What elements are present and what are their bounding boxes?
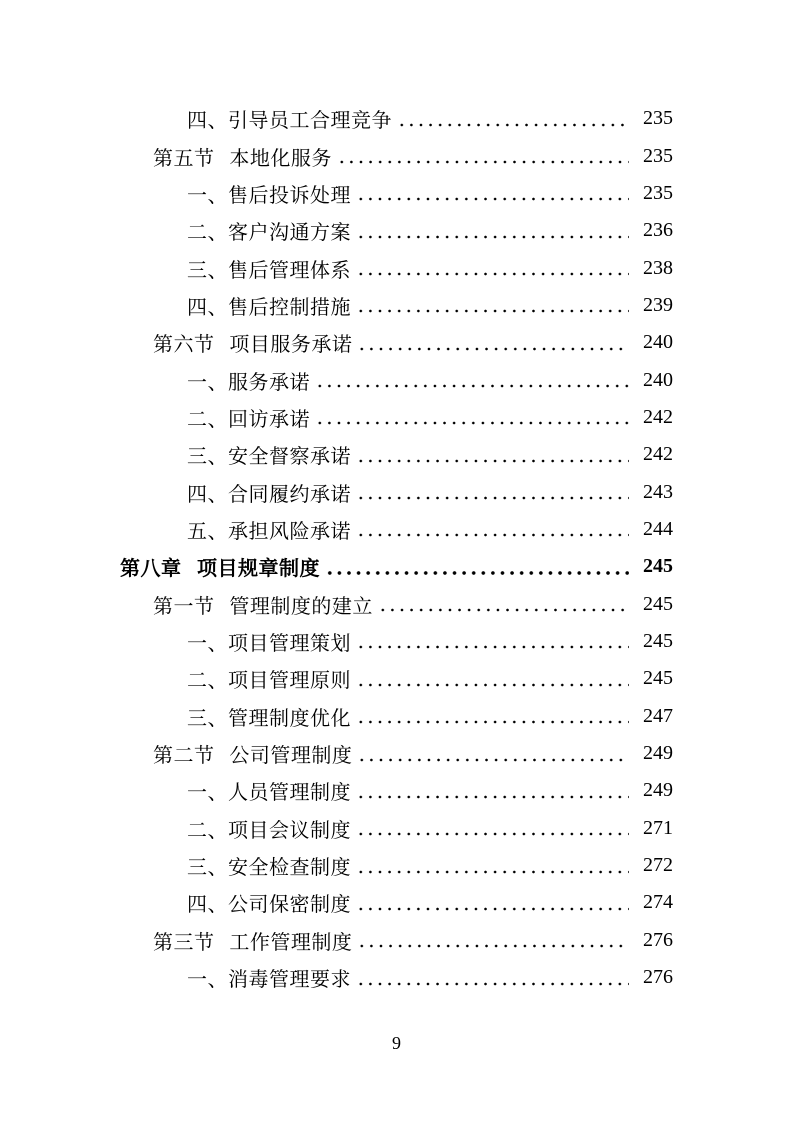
toc-entry-title: 第二节 公司管理制度 [153,743,353,768]
toc-item-entry [0,959,793,996]
toc-item-entry [0,473,793,510]
toc-entry-page-number: 235 [643,107,673,130]
dot-leader [378,594,629,614]
toc-entry-title: 第一节 管理制度的建立 [153,593,373,618]
toc-item-entry [0,361,793,398]
dot-leader [356,519,629,539]
toc-entry-title: 四、公司保密制度 [187,892,351,917]
toc-entry-page-number: 245 [643,555,673,578]
dot-leader [356,295,629,315]
toc-entry-page-number: 245 [643,592,673,615]
dot-leader [356,706,629,726]
toc-entry-title: 五、承担风险承诺 [187,518,351,543]
toc-entry-title: 第五节 本地化服务 [153,145,332,170]
dot-leader [356,221,629,241]
toc-entry-page-number: 239 [643,293,673,316]
dot-leader [356,968,629,988]
toc-entry-title: 二、客户沟通方案 [187,220,351,245]
toc-item-entry [0,623,793,660]
toc-entry-page-number: 249 [643,779,673,802]
toc-entry-page-number: 240 [643,368,673,391]
dot-leader [337,146,629,166]
toc-entry-title: 一、服务承诺 [187,369,310,394]
dot-leader [356,781,629,801]
dot-leader [397,109,629,129]
dot-leader [315,407,629,427]
toc-entry-page-number: 243 [643,480,673,503]
toc-entry-title: 一、售后投诉处理 [187,182,351,207]
toc-item-entry [0,660,793,697]
toc-entry-title: 四、合同履约承诺 [187,481,351,506]
dot-leader [356,818,629,838]
toc-item-entry [0,847,793,884]
toc-section-entry [0,324,793,361]
toc-item-entry [0,810,793,847]
toc-entry-title: 一、项目管理策划 [187,630,351,655]
toc-section-entry [0,922,793,959]
dot-leader [357,930,629,950]
toc-entry-title: 三、安全督察承诺 [187,444,351,469]
toc-item-entry [0,772,793,809]
toc-entry-page-number: 236 [643,219,673,242]
toc-item-entry [0,399,793,436]
toc-entry-page-number: 242 [643,405,673,428]
toc-entry-title: 一、消毒管理要求 [187,967,351,992]
toc-entry-page-number: 274 [643,891,673,914]
toc-item-entry [0,511,793,548]
dot-leader [356,183,629,203]
dot-leader [356,631,629,651]
toc-entry-title: 第三节 工作管理制度 [153,929,353,954]
dot-leader [356,856,629,876]
toc-entry-title: 四、引导员工合理竞争 [187,108,392,133]
dot-leader [356,482,629,502]
dot-leader [325,557,629,577]
page-number: 9 [392,1033,401,1053]
toc-entry-title: 二、项目会议制度 [187,817,351,842]
dot-leader [356,445,629,465]
toc-item-entry [0,436,793,473]
toc-entry-page-number: 238 [643,256,673,279]
dot-leader [356,258,629,278]
toc-entry-title: 三、安全检查制度 [187,855,351,880]
toc-chapter-entry [0,548,793,585]
toc-entry-page-number: 240 [643,331,673,354]
toc-section-entry [0,735,793,772]
toc-entry-page-number: 235 [643,181,673,204]
toc-item-entry [0,698,793,735]
toc-item-entry [0,884,793,921]
toc-entry-page-number: 245 [643,629,673,652]
toc-entry-page-number: 242 [643,443,673,466]
toc-entry-page-number: 276 [643,928,673,951]
toc-entry-page-number: 271 [643,816,673,839]
toc-entry-page-number: 247 [643,704,673,727]
toc-entry-page-number: 272 [643,854,673,877]
toc-entry-title: 四、售后控制措施 [187,294,351,319]
toc-entry-page-number: 244 [643,517,673,540]
toc-section-entry [0,137,793,174]
toc-section-entry [0,585,793,622]
dot-leader [357,744,629,764]
toc-entry-page-number: 235 [643,144,673,167]
toc-item-entry [0,287,793,324]
toc-entry-title: 三、管理制度优化 [187,705,351,730]
toc-item-entry [0,249,793,286]
toc-item-entry [0,175,793,212]
toc-item-entry [0,212,793,249]
toc-entry-title: 二、项目管理原则 [187,668,351,693]
toc-entry-title: 第八章 项目规章制度 [120,556,320,581]
toc-entry-title: 二、回访承诺 [187,406,310,431]
toc-entry-title: 第六节 项目服务承诺 [153,332,353,357]
toc-entry-page-number: 249 [643,742,673,765]
toc-entry-page-number: 276 [643,966,673,989]
dot-leader [357,333,629,353]
table-of-contents [0,100,793,996]
dot-leader [315,370,629,390]
toc-entry-title: 一、人员管理制度 [187,780,351,805]
dot-leader [356,893,629,913]
toc-item-entry [0,100,793,137]
toc-entry-title: 三、售后管理体系 [187,257,351,282]
toc-entry-page-number: 245 [643,667,673,690]
dot-leader [356,669,629,689]
